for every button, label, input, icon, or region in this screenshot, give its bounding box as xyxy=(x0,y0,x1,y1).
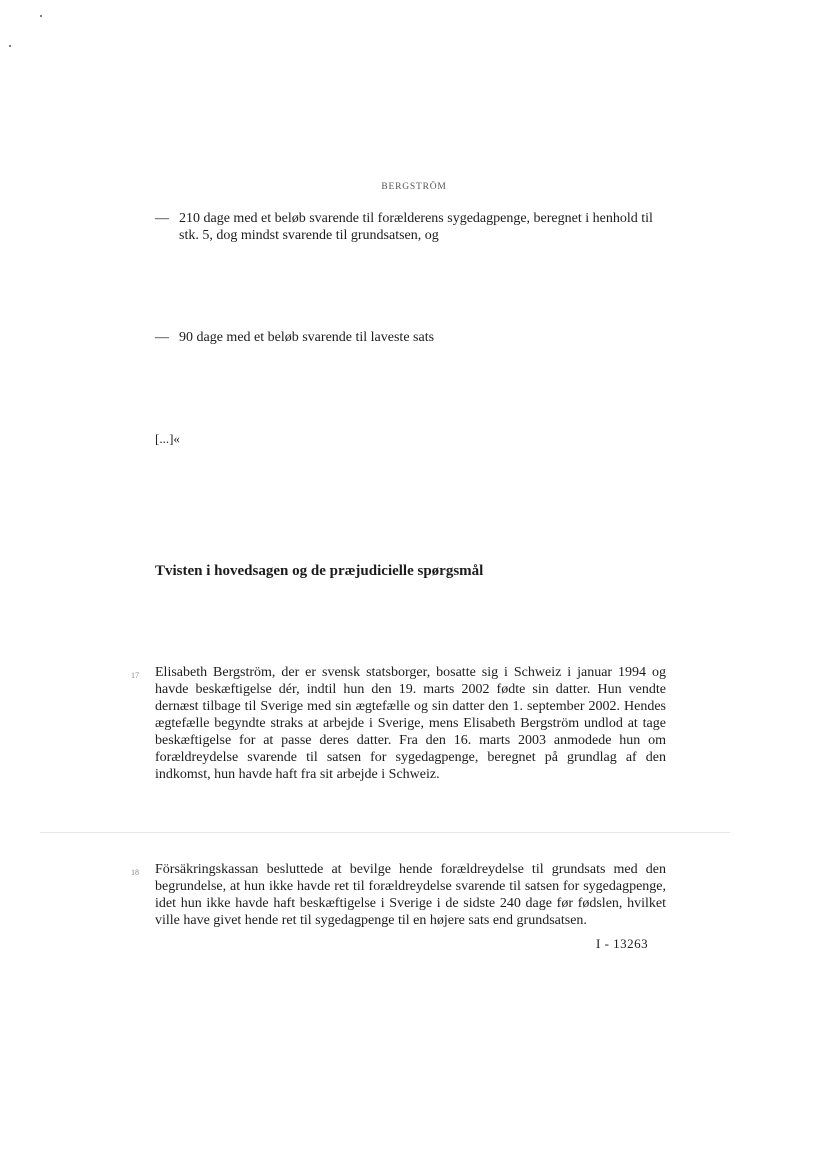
scan-speck xyxy=(9,45,11,47)
list-item xyxy=(155,329,670,346)
section-heading: Tvisten i hovedsagen og de præjudicielle spørgsmål xyxy=(155,563,484,579)
list-item-text: 90 dage med et beløb svarende til laveste sats xyxy=(179,330,435,345)
scan-artifact-line xyxy=(40,832,730,833)
paragraph-number: 17 xyxy=(131,671,139,680)
quote-ellipsis: [...]« xyxy=(155,431,180,446)
paragraph-text: Försäkringskassan besluttede at bevilge hende forældreydelse til grundsats med den begrundelse, at hun ikke havde ret til forældreydelse svarende til satsen for sygedagpenge, idet hun ikke havde haft beskæftigelse i Sverige i de sidste 240 dage før fødslen, hvilket ville have givet hende ret til sygedagpenge til en højere sats end grundsatsen. xyxy=(155,862,666,928)
list-dash-marker: — xyxy=(155,330,169,345)
list-item-text: 210 dage med et beløb svarende til forælderens sygedagpenge, beregnet i henhold til stk. 5, dog mindst svarende til grundsatsen, og xyxy=(179,211,653,243)
paragraph-number: 18 xyxy=(131,868,139,877)
list-item xyxy=(155,210,670,244)
scan-speck xyxy=(40,15,42,17)
paragraph xyxy=(131,861,666,929)
running-head: BERGSTRÖM xyxy=(381,182,447,192)
list-dash-marker: — xyxy=(155,211,169,226)
paragraph xyxy=(131,664,666,783)
page-number: I - 13263 xyxy=(596,936,649,951)
paragraph-text: Elisabeth Bergström, der er svensk statsborger, bosatte sig i Schweiz i januar 1994 og havde beskæftigelse dér, indtil hun den 19. marts 2002 fødte sin datter. Hun vendte dernæst tilbage til Sverige med sin ægtefælle og sin datter den 1. september 2002. Hendes ægtefælle begyndte straks at arbejde i Sverige, mens Elisabeth Bergström undlod at tage beskæftigelse for at passe deres datter. Fra den 16. marts 2003 anmodede hun om forældreydelse svarende til satsen for sygedagpenge, beregnet på grundlag af den indkomst, hun havde haft fra sit arbejde i Schweiz. xyxy=(155,665,666,782)
